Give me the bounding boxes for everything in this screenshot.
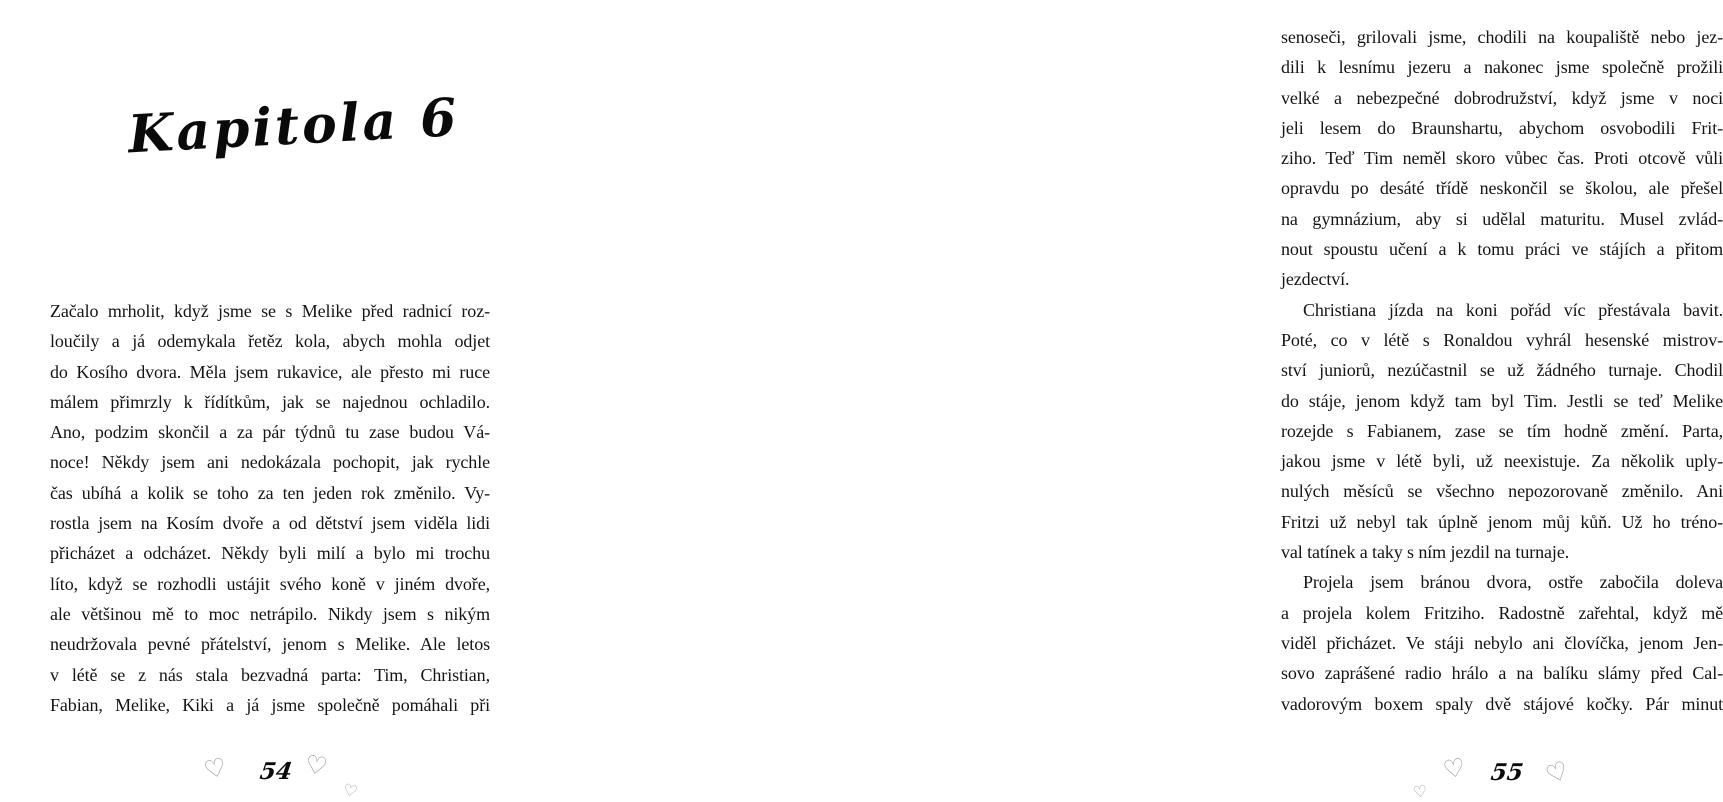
left-page-text-column — [50, 296, 490, 720]
heart-icon: ♡ — [1411, 781, 1429, 802]
body-text-line: jakou jsme v létě byli, už neexistuje. Za několik uply- — [1281, 451, 1723, 472]
body-text-line: noce! Někdy jsem ani nedokázala pochopit, jak rychle — [50, 452, 490, 473]
page-number-right: 55 — [1489, 759, 1525, 786]
body-text-line: nulých měsíců se všechno nepozorovaně změnilo. Ani — [1281, 481, 1723, 502]
book-page-left — [0, 0, 611, 800]
body-text-line: málem přimrzly k řídítkům, jak se najednou ochladilo. — [50, 391, 490, 412]
body-text-line: ství juniorů, nezúčastnil se už žádného turnaje. Chodil — [1281, 360, 1723, 381]
body-text-line: líto, když se rozhodli ustájit svého koně v jiném dvoře, — [50, 573, 490, 594]
book-page-right — [611, 0, 1723, 802]
body-text-line: senoseči, grilovali jsme, chodili na koupaliště nebo jez- — [1281, 27, 1723, 47]
body-text-line: ale většinou mě to moc netrápilo. Nikdy jsem s nikým — [50, 603, 490, 624]
heart-icon: ♡ — [341, 779, 360, 802]
chapter-title: Kapitola 6 — [126, 87, 461, 166]
heart-icon: ♡ — [200, 751, 230, 786]
body-text-line: sovo zaprášené radio hrálo a na balíku slámy před Cal- — [1281, 663, 1723, 684]
body-text-line: Fritzi už nebyl tak úplně jenom můj kůň. Už ho tréno- — [1281, 511, 1723, 532]
body-text-line: do Kosího dvora. Měla jsem rukavice, ale přesto mi ruce — [50, 361, 490, 382]
body-text-line: opravdu po desáté třídě neskončil se školou, ale přešel — [1281, 178, 1723, 199]
body-text-line: rostla jsem na Kosím dvoře a od dětství jsem viděla lidi — [50, 513, 490, 534]
body-text-line: na gymnázium, aby si udělal maturitu. Musel zvlád- — [1281, 208, 1723, 229]
body-text-line: Začalo mrholit, když jsme se s Melike před radnicí roz- — [50, 301, 490, 321]
heart-icon: ♡ — [302, 749, 330, 782]
body-text-line: jeli lesem do Braunshartu, abychom osvobodili Frit- — [1281, 117, 1723, 138]
body-text-line: a projela kolem Fritziho. Radostně zařehtal, když mě — [1281, 602, 1723, 623]
body-text-line: rozejde s Fabianem, zase se tím hodně změní. Parta, — [1281, 420, 1723, 441]
body-text-line: Ano, podzim skončil a za pár týdnů tu zase budou Vá- — [50, 422, 490, 443]
body-text-line: velké a nebezpečné dobrodružství, když jsme v noci — [1281, 87, 1723, 108]
body-text-line: dili k lesnímu jezeru a nakonec jsme společně prožili — [1281, 57, 1723, 78]
heart-icon: ♡ — [1440, 752, 1468, 785]
body-text-line: viděl přicházet. Ve stáji nebylo ani človíčka, jenom Jen- — [1281, 632, 1723, 653]
body-text-line: loučily a já odemykala řetěz kola, abych mohla odjet — [50, 331, 490, 352]
page-number-left: 54 — [258, 758, 294, 785]
body-text-line: val tatínek a taky s ním jezdil na turnaje. — [1281, 542, 1570, 563]
body-text-line: Poté, co v létě s Ronaldou vyhrál hesenské mistrov- — [1281, 329, 1723, 350]
body-text-line: jezdectví. — [1281, 269, 1350, 290]
body-text-line: Fabian, Melike, Kiki a já jsme společně pomáhali při — [50, 694, 490, 715]
body-text-line: vadorovým boxem spaly dvě stájové kočky. Pár minut — [1281, 693, 1723, 714]
body-text-line: do stáje, jenom když tam byl Tim. Jestli se teď Melike — [1281, 390, 1723, 411]
body-text-line: v létě se z nás stala bezvadná parta: Tim, Christian, — [50, 664, 490, 685]
body-text-line: přicházet a odcházet. Někdy byli milí a bylo mi trochu — [50, 543, 490, 564]
body-text-line: ziho. Teď Tim neměl skoro vůbec čas. Proti otcově vůli — [1281, 148, 1723, 169]
right-page-text-column — [1281, 22, 1723, 719]
body-text-line: Projela jsem bránou dvora, ostře zabočila doleva — [1303, 572, 1723, 593]
left-page-footer — [190, 750, 370, 800]
body-text-line: nout spoustu učení a k tomu práci ve stájích a přitom — [1281, 239, 1723, 260]
right-page-footer — [1406, 750, 1586, 800]
body-text-line: neudržovala pevné přátelství, jenom s Melike. Ale letos — [50, 634, 490, 655]
heart-icon: ♡ — [1541, 754, 1574, 791]
body-text-line: čas ubíhá a kolik se toho za ten jeden rok změnilo. Vy- — [50, 482, 490, 503]
body-text-line: Christiana jízda na koni pořád víc přestávala bavit. — [1303, 299, 1723, 320]
